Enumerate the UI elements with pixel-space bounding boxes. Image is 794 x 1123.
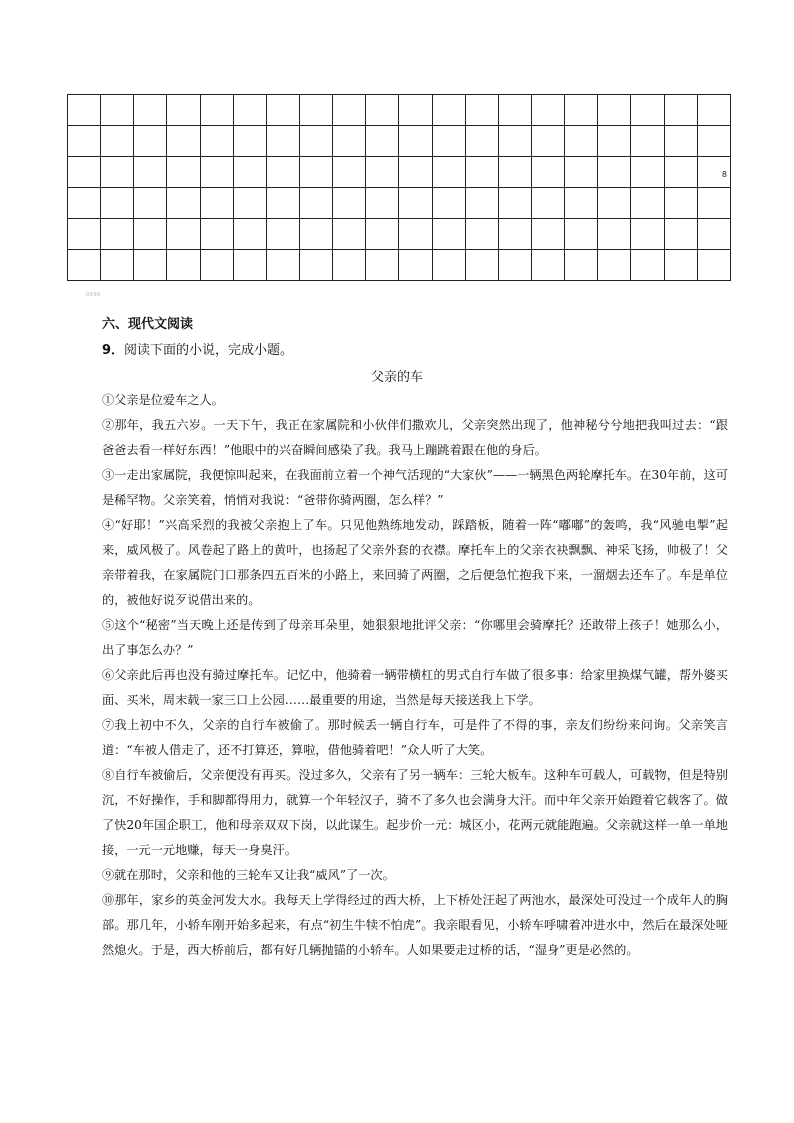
grid-cell	[299, 250, 332, 281]
grid-cell	[68, 250, 101, 281]
grid-cell	[465, 219, 498, 250]
grid-cell	[565, 188, 598, 219]
grid-cell	[200, 95, 233, 126]
grid-cell	[432, 219, 465, 250]
grid-cell	[465, 126, 498, 157]
grid-cell	[233, 250, 266, 281]
grid-cell	[134, 126, 167, 157]
paragraph-8: ⑧自行车被偷后，父亲便没有再买。没过多久，父亲有了另一辆车：三轮大板车。这种车可载人，可载物，但是特别沉，不好操作，手和脚都得用力，就算一个年轻汉子，骑不了多久也会满身大汗。而中年父亲开始蹬着它载客了。做了快20年国企职工，他和母亲双双下岗，以此谋生。起步价一元：城区小，花两元就能跑遍。父亲就这样一单一单地接，一元一元地赚，每天一身臭汗。	[102, 768, 728, 857]
grid-cell	[101, 219, 134, 250]
grid-cell	[333, 95, 366, 126]
grid-cell	[134, 95, 167, 126]
question-number: 9．	[102, 343, 125, 358]
grid-cell	[598, 250, 631, 281]
paragraph-5: ⑤这个“秘密”当天晚上还是传到了母亲耳朵里，她狠狠地批评父亲：“你哪里会骑摩托？还敢带上孩子！她那么小，出了事怎么办？”	[102, 618, 728, 657]
grid-cell	[134, 250, 167, 281]
grid-cell	[565, 157, 598, 188]
paragraph-1: ①父亲是位爱车之人。	[102, 393, 224, 407]
grid-cell	[598, 157, 631, 188]
grid-cell	[399, 95, 432, 126]
grid-cell	[68, 188, 101, 219]
grid-cell	[266, 219, 299, 250]
paragraph-4: ④“好耶！”兴高采烈的我被父亲抱上了车。只见他熟练地发动，踩踏板，随着一阵“嘟嘟”的轰鸣，我“风驰电掣”起来，威风极了。风卷起了路上的黄叶，也扬起了父亲外套的衣襟。摩托车上的父亲衣袂飘飘、神采飞扬，帅极了！父亲带着我，在家属院门口那条四五百米的小路上，来回骑了两圈，之后便急忙抱我下来，一溜烟去还车了。车是单位的，被他好说歹说借出来的。	[102, 518, 728, 607]
grid-cell	[101, 126, 134, 157]
grid-cell	[432, 250, 465, 281]
grid-cell	[200, 157, 233, 188]
grid-cell	[299, 219, 332, 250]
grid-cell	[399, 250, 432, 281]
grid-cell	[167, 126, 200, 157]
answer-grid	[67, 94, 731, 281]
grid-row	[68, 95, 731, 126]
grid-cell	[167, 250, 200, 281]
paragraph-3: ③一走出家属院，我便惊叫起来，在我面前立着一个神气活现的“大家伙”——一辆黑色两轮摩托车。在30年前，这可是稀罕物。父亲笑着，悄悄对我说：“爸带你骑两圈，怎么样？”	[102, 468, 728, 507]
grid-cell	[333, 126, 366, 157]
grid-cell	[565, 250, 598, 281]
paragraph-2: ②那年，我五六岁。一天下午，我正在家属院和小伙伴们撒欢儿，父亲突然出现了，他神秘兮兮地把我叫过去：“跟爸爸去看一样好东西！”他眼中的兴奋瞬间感染了我。我马上蹦跳着跟在他的身后。	[102, 418, 728, 457]
grid-cell	[233, 157, 266, 188]
grid-cell	[200, 219, 233, 250]
grid-cell	[333, 157, 366, 188]
grid-cell	[167, 219, 200, 250]
grid-cell	[465, 250, 498, 281]
grid-cell	[531, 250, 564, 281]
grid-cell	[399, 219, 432, 250]
grid-cell	[366, 126, 399, 157]
grid-cell	[366, 188, 399, 219]
grid-cell	[68, 126, 101, 157]
grid-cell	[664, 188, 697, 219]
grid-cell	[697, 219, 730, 250]
grid-cell	[399, 157, 432, 188]
grid-cell	[167, 188, 200, 219]
grid-cell	[664, 95, 697, 126]
grid-cell	[432, 188, 465, 219]
grid-cell	[498, 188, 531, 219]
page-mark: 0000	[86, 292, 101, 298]
paragraph-9: ⑨就在那时，父亲和他的三轮车又让我“威风”了一次。	[102, 868, 395, 882]
grid-cell	[101, 188, 134, 219]
grid-cell	[631, 126, 664, 157]
grid-cell	[531, 188, 564, 219]
question-text: 阅读下面的小说，完成小题。	[124, 343, 294, 358]
grid-cell	[465, 95, 498, 126]
grid-cell	[299, 95, 332, 126]
grid-cell	[631, 188, 664, 219]
grid-cell	[266, 188, 299, 219]
grid-cell	[233, 219, 266, 250]
grid-cell	[598, 188, 631, 219]
grid-row	[68, 188, 731, 219]
grid-cell	[366, 157, 399, 188]
grid-cell	[664, 126, 697, 157]
grid-cell	[68, 157, 101, 188]
section-heading: 六、现代文阅读	[102, 317, 194, 332]
grid-cell	[233, 126, 266, 157]
grid-cell	[200, 188, 233, 219]
passage	[102, 388, 728, 963]
grid-cell	[68, 95, 101, 126]
grid-cell	[134, 157, 167, 188]
grid-cell	[565, 126, 598, 157]
grid-cell	[233, 188, 266, 219]
grid-cell	[664, 250, 697, 281]
grid-row	[68, 126, 731, 157]
grid-cell	[399, 188, 432, 219]
grid-cell	[200, 126, 233, 157]
grid-cell	[167, 95, 200, 126]
grid-row	[68, 219, 731, 250]
grid-cell	[399, 126, 432, 157]
grid-cell	[631, 157, 664, 188]
paragraph-7: ⑦我上初中不久，父亲的自行车被偷了。那时候丢一辆自行车，可是件了不得的事，亲友们纷纷来问询。父亲笑言道：“车被人借走了，还不打算还，算啦，借他骑着吧！”众人听了大笑。	[102, 718, 728, 757]
grid-cell	[664, 219, 697, 250]
grid-cell	[134, 188, 167, 219]
grid-cell	[101, 157, 134, 188]
grid-cell	[498, 157, 531, 188]
grid-cell	[432, 126, 465, 157]
grid-cell	[299, 188, 332, 219]
grid-cell	[598, 126, 631, 157]
grid-cell	[465, 188, 498, 219]
grid-cell	[697, 126, 730, 157]
grid-cell	[333, 250, 366, 281]
grid-cell	[498, 219, 531, 250]
paragraph-10: ⑩那年，家乡的英金河发大水。我每天上学得经过的西大桥，上下桥处汪起了两池水，最深处可没过一个成年人的胸部。那几年，小轿车刚开始多起来，有点“初生牛犊不怕虎”。我亲眼看见，小轿车呼啸着冲进水中，然后在最深处哑然熄火。于是，西大桥前后，都有好几辆抛锚的小轿车。人如果要走过桥的话，“湿身”更是必然的。	[102, 893, 728, 957]
grid-cell	[664, 157, 697, 188]
grid-cell	[266, 250, 299, 281]
grid-cell	[697, 188, 730, 219]
grid-cell	[333, 219, 366, 250]
grid-cell	[432, 157, 465, 188]
grid-cell	[565, 219, 598, 250]
grid-cell	[498, 250, 531, 281]
grid-row-mark: 8	[721, 170, 727, 179]
grid-cell	[366, 219, 399, 250]
grid-cell	[233, 95, 266, 126]
grid-cell	[465, 157, 498, 188]
grid-cell	[266, 157, 299, 188]
grid-cell	[697, 157, 730, 188]
grid-cell	[498, 126, 531, 157]
story-title: 父亲的车	[370, 370, 423, 385]
grid-cell	[531, 219, 564, 250]
grid-cell	[200, 250, 233, 281]
grid-cell	[531, 157, 564, 188]
grid-cell	[101, 95, 134, 126]
grid-cell	[631, 219, 664, 250]
grid-cell	[134, 219, 167, 250]
grid-cell	[697, 95, 730, 126]
paragraph-6: ⑥父亲此后再也没有骑过摩托车。记忆中，他骑着一辆带横杠的男式自行车做了很多事：给家里换煤气罐，帮外婆买面、买米，周末载一家三口上公园……最重要的用途，当然是每天接送我上下学。	[102, 668, 728, 707]
grid-cell	[333, 188, 366, 219]
grid-cell	[266, 126, 299, 157]
grid-cell	[531, 95, 564, 126]
grid-cell	[101, 250, 134, 281]
grid-cell	[631, 250, 664, 281]
grid-cell	[598, 219, 631, 250]
grid-cell	[167, 157, 200, 188]
grid-cell	[266, 95, 299, 126]
grid-cell	[366, 250, 399, 281]
grid-cell	[366, 95, 399, 126]
grid-cell	[697, 250, 730, 281]
grid-cell	[631, 95, 664, 126]
grid-cell	[68, 219, 101, 250]
question-prompt	[102, 339, 293, 358]
grid-cell	[432, 95, 465, 126]
grid-row	[68, 157, 731, 188]
grid-cell	[531, 126, 564, 157]
grid-cell	[565, 95, 598, 126]
grid-row	[68, 250, 731, 281]
grid-cell	[299, 126, 332, 157]
grid-cell	[498, 95, 531, 126]
grid-cell	[598, 95, 631, 126]
grid-cell	[299, 157, 332, 188]
